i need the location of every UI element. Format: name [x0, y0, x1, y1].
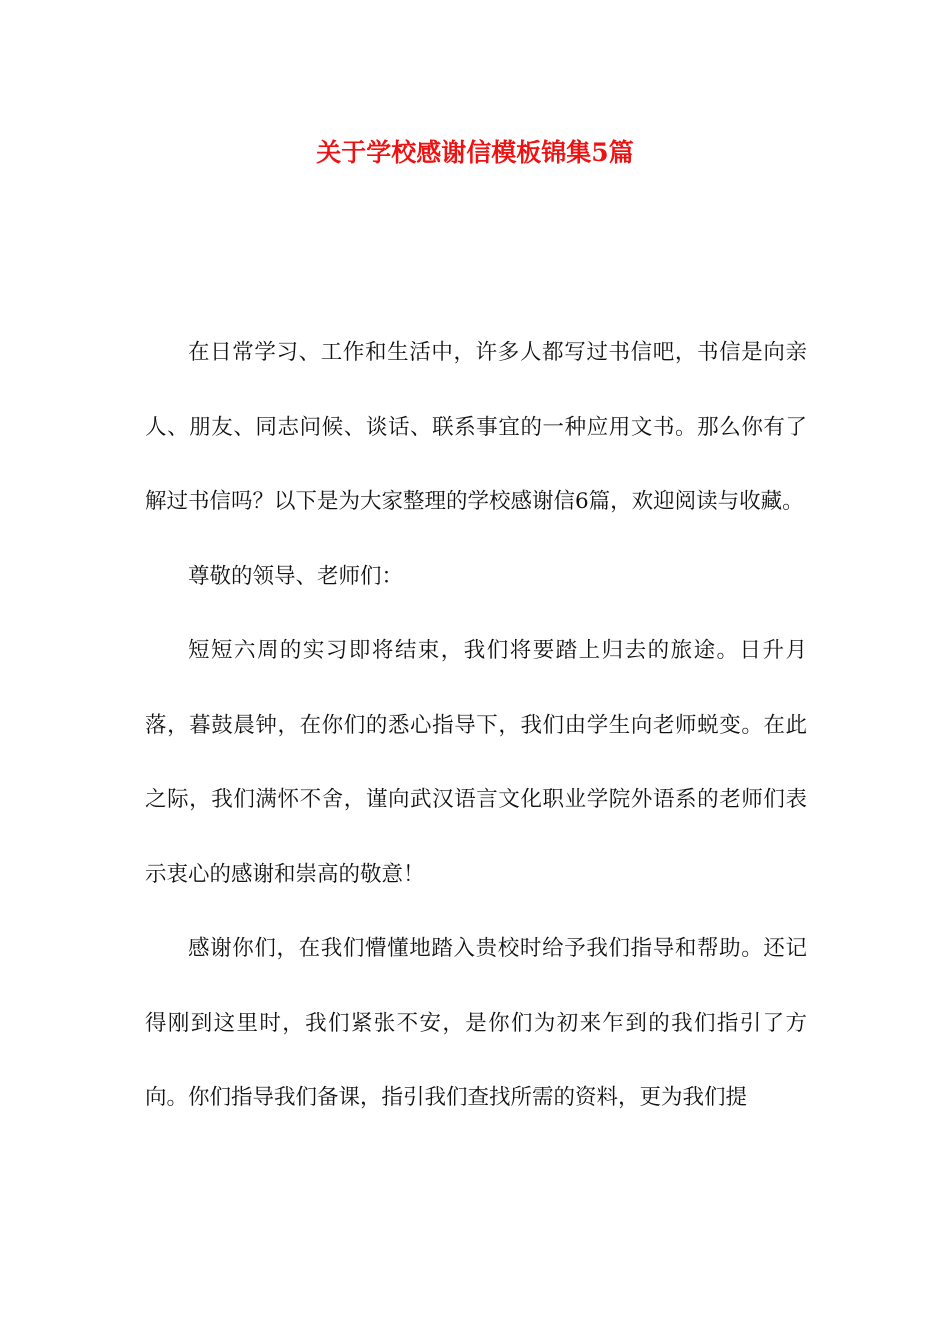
document-title: 关于学校感谢信模板锦集5篇: [316, 138, 634, 167]
paragraph-internship: 短短六周的实习即将结束，我们将要踏上归去的旅途。日升月落，暮鼓晨钟，在你们的悉心指导下，我们由学生向老师蜕变。在此之际，我们满怀不舍，谨向武汉语言文化职业学院外语系的老师们表示衷心的感谢和崇高的敬意！: [145, 638, 807, 887]
paragraph-thanks: 感谢你们，在我们懵懂地踏入贵校时给予我们指导和帮助。还记得刚到这里时，我们紧张不安，是你们为初来乍到的我们指引了方向。你们指导我们备课，指引我们查找所需的资料，更为我们提: [145, 936, 807, 1110]
paragraph-salutation: 尊敬的领导、老师们：: [188, 563, 404, 589]
paragraph-intro: 在日常学习、工作和生活中，许多人都写过书信吧，书信是向亲人、朋友、同志问候、谈话、联系事宜的一种应用文书。那么你有了解过书信吗？以下是为大家整理的学校感谢信6篇，欢迎阅读与收藏。: [145, 340, 807, 514]
document-body: [145, 316, 807, 1136]
